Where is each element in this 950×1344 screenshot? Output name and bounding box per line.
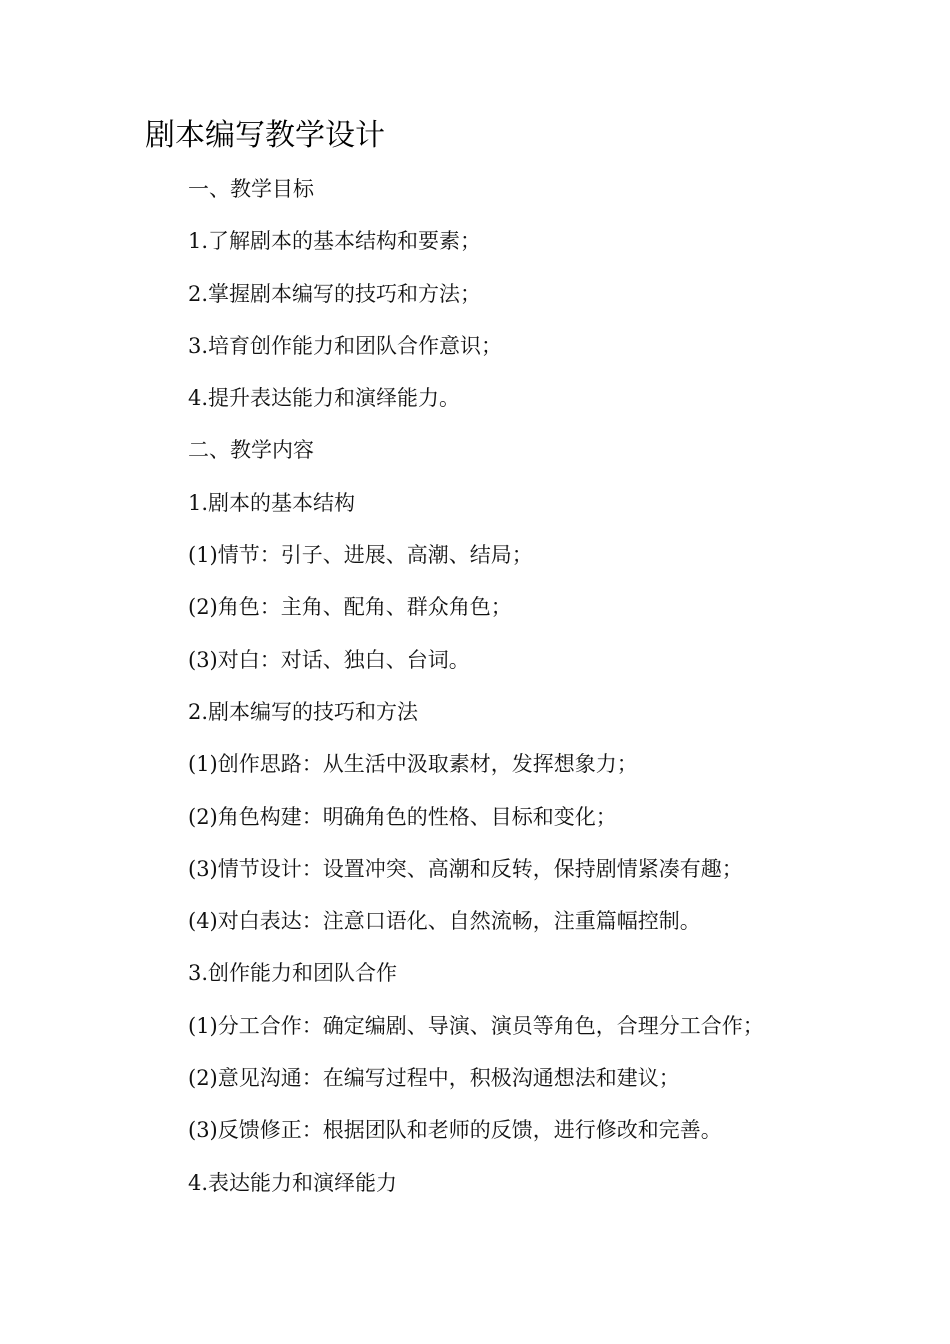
subsection-heading: 2.剧本编写的技巧和方法 bbox=[188, 699, 419, 724]
content-item: (3)反馈修正：根据团队和老师的反馈，进行修改和完善。 bbox=[188, 1118, 722, 1143]
content-item: (1)创作思路：从生活中汲取素材，发挥想象力； bbox=[188, 752, 638, 777]
objective-item: 1.了解剧本的基本结构和要素； bbox=[188, 229, 482, 254]
content-item: (1)情节：引子、进展、高潮、结局； bbox=[188, 543, 533, 568]
subsection-heading: 4.表达能力和演绎能力 bbox=[188, 1170, 398, 1195]
objective-item: 2.掌握剧本编写的技巧和方法； bbox=[188, 281, 482, 306]
content-item: (3)对白：对话、独白、台词。 bbox=[188, 647, 470, 672]
section-heading-content: 二、教学内容 bbox=[188, 438, 314, 463]
objective-item: 4.提升表达能力和演绎能力。 bbox=[188, 386, 461, 411]
content-item: (4)对白表达：注意口语化、自然流畅，注重篇幅控制。 bbox=[188, 909, 701, 934]
objective-item: 3.培育创作能力和团队合作意识； bbox=[188, 333, 503, 358]
content-item: (2)意见沟通：在编写过程中，积极沟通想法和建议； bbox=[188, 1066, 680, 1091]
subsection-heading: 3.创作能力和团队合作 bbox=[188, 961, 398, 986]
document-title: 剧本编写教学设计 bbox=[145, 118, 385, 153]
content-item: (2)角色构建：明确角色的性格、目标和变化； bbox=[188, 804, 617, 829]
document-body bbox=[188, 163, 908, 1209]
subsection-heading: 1.剧本的基本结构 bbox=[188, 490, 356, 515]
section-heading-objectives: 一、教学目标 bbox=[188, 177, 314, 201]
content-item: (2)角色：主角、配角、群众角色； bbox=[188, 595, 512, 620]
content-item: (3)情节设计：设置冲突、高潮和反转，保持剧情紧凑有趣； bbox=[188, 856, 743, 881]
content-item: (1)分工合作：确定编剧、导演、演员等角色，合理分工合作； bbox=[188, 1013, 764, 1038]
